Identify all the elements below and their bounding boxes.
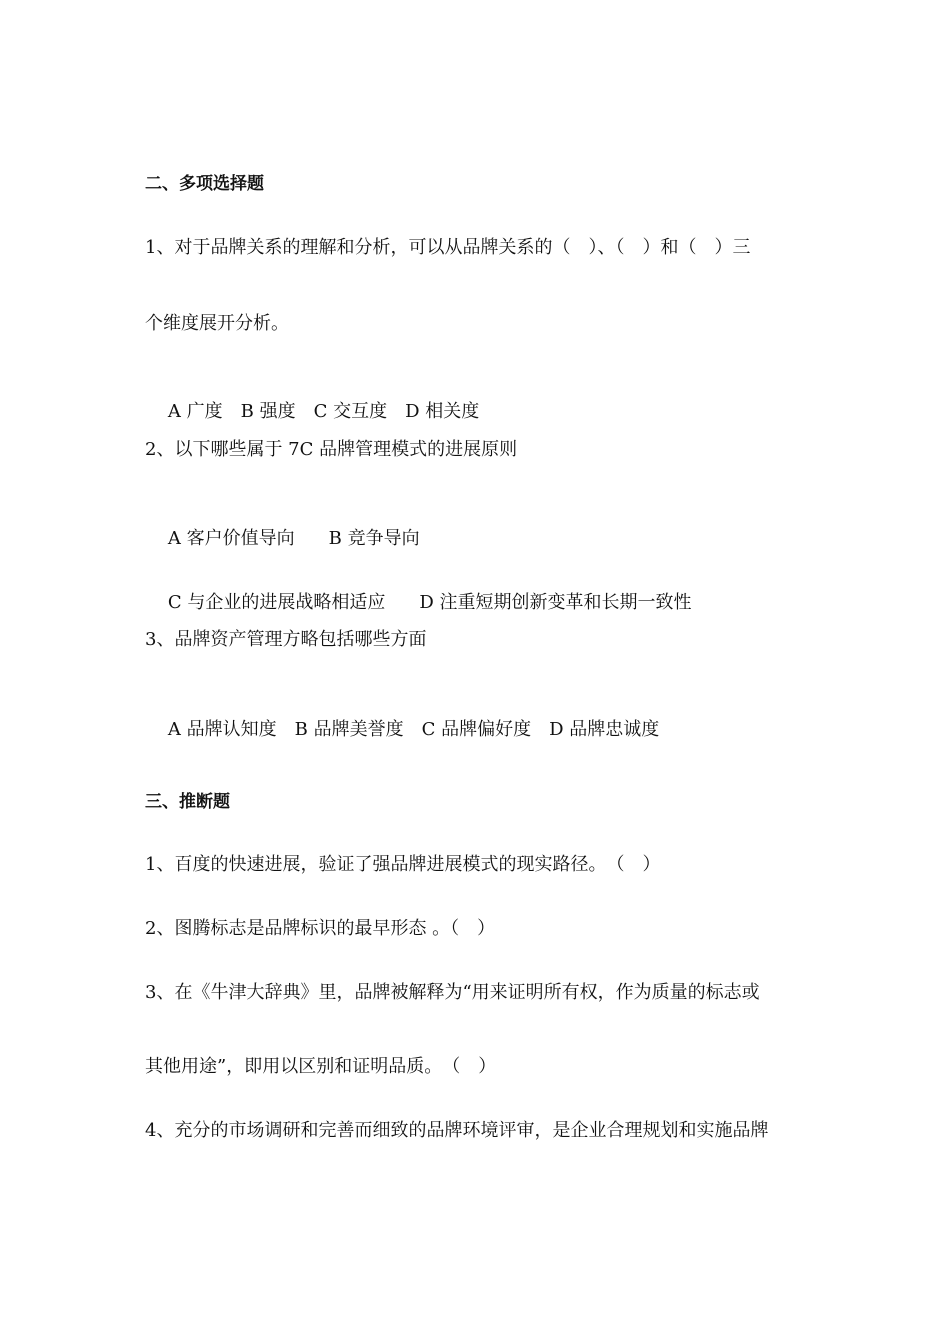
option-a: A 品牌认知度 [167,719,277,740]
judgement-4-line-1: 4、充分的市场调研和完善而细致的品牌环境评审，是企业合理规划和实施品牌 [145,1120,769,1141]
judgement-3-line-2: 其他用途”，即用以区别和证明品质。 （ ） [145,1056,497,1077]
option-a: A 客户价值导向 [167,528,295,549]
judgement-1: 1、百度的快速进展，验证了强品牌进展模式的现实路径。 （ ） [145,854,661,875]
judgement-3-line-1: 3、在《牛津大辞典》里，品牌被解释为“用来证明所有权，作为质量的标志或 [145,982,760,1003]
option-b: B 强度 [240,401,296,422]
option-d: D 品牌忠诚度 [549,719,660,740]
question-1-line-1: 1、对于品牌关系的理解和分析，可以从品牌关系的（ ）、（ ）和（ ）三 [145,237,751,258]
question-1-line-2: 个维度展开分析。 [145,313,289,334]
section-heading-multiple-choice: 二、多项选择题 [145,174,264,194]
option-c: C 交互度 [313,401,388,422]
question-3-line-1: 3、品牌资产管理方略包括哪些方面 [145,629,427,650]
question-3-options [145,691,815,769]
option-a: A 广度 [167,401,223,422]
question-2-line-1: 2、以下哪些属于 7C 品牌管理模式的进展原则 [145,439,518,460]
judgement-2: 2、图腾标志是品牌标识的最早形态 。（ ） [145,918,496,939]
option-b: B 竞争导向 [328,528,420,549]
section-heading-true-false: 三、推断题 [145,792,230,812]
option-b: B 品牌美誉度 [294,719,404,740]
option-c: C 品牌偏好度 [421,719,532,740]
option-d: D 注重短期创新变革和长期一致性 [419,592,692,613]
option-d: D 相关度 [405,401,480,422]
option-c: C 与企业的进展战略相适应 [167,592,386,613]
